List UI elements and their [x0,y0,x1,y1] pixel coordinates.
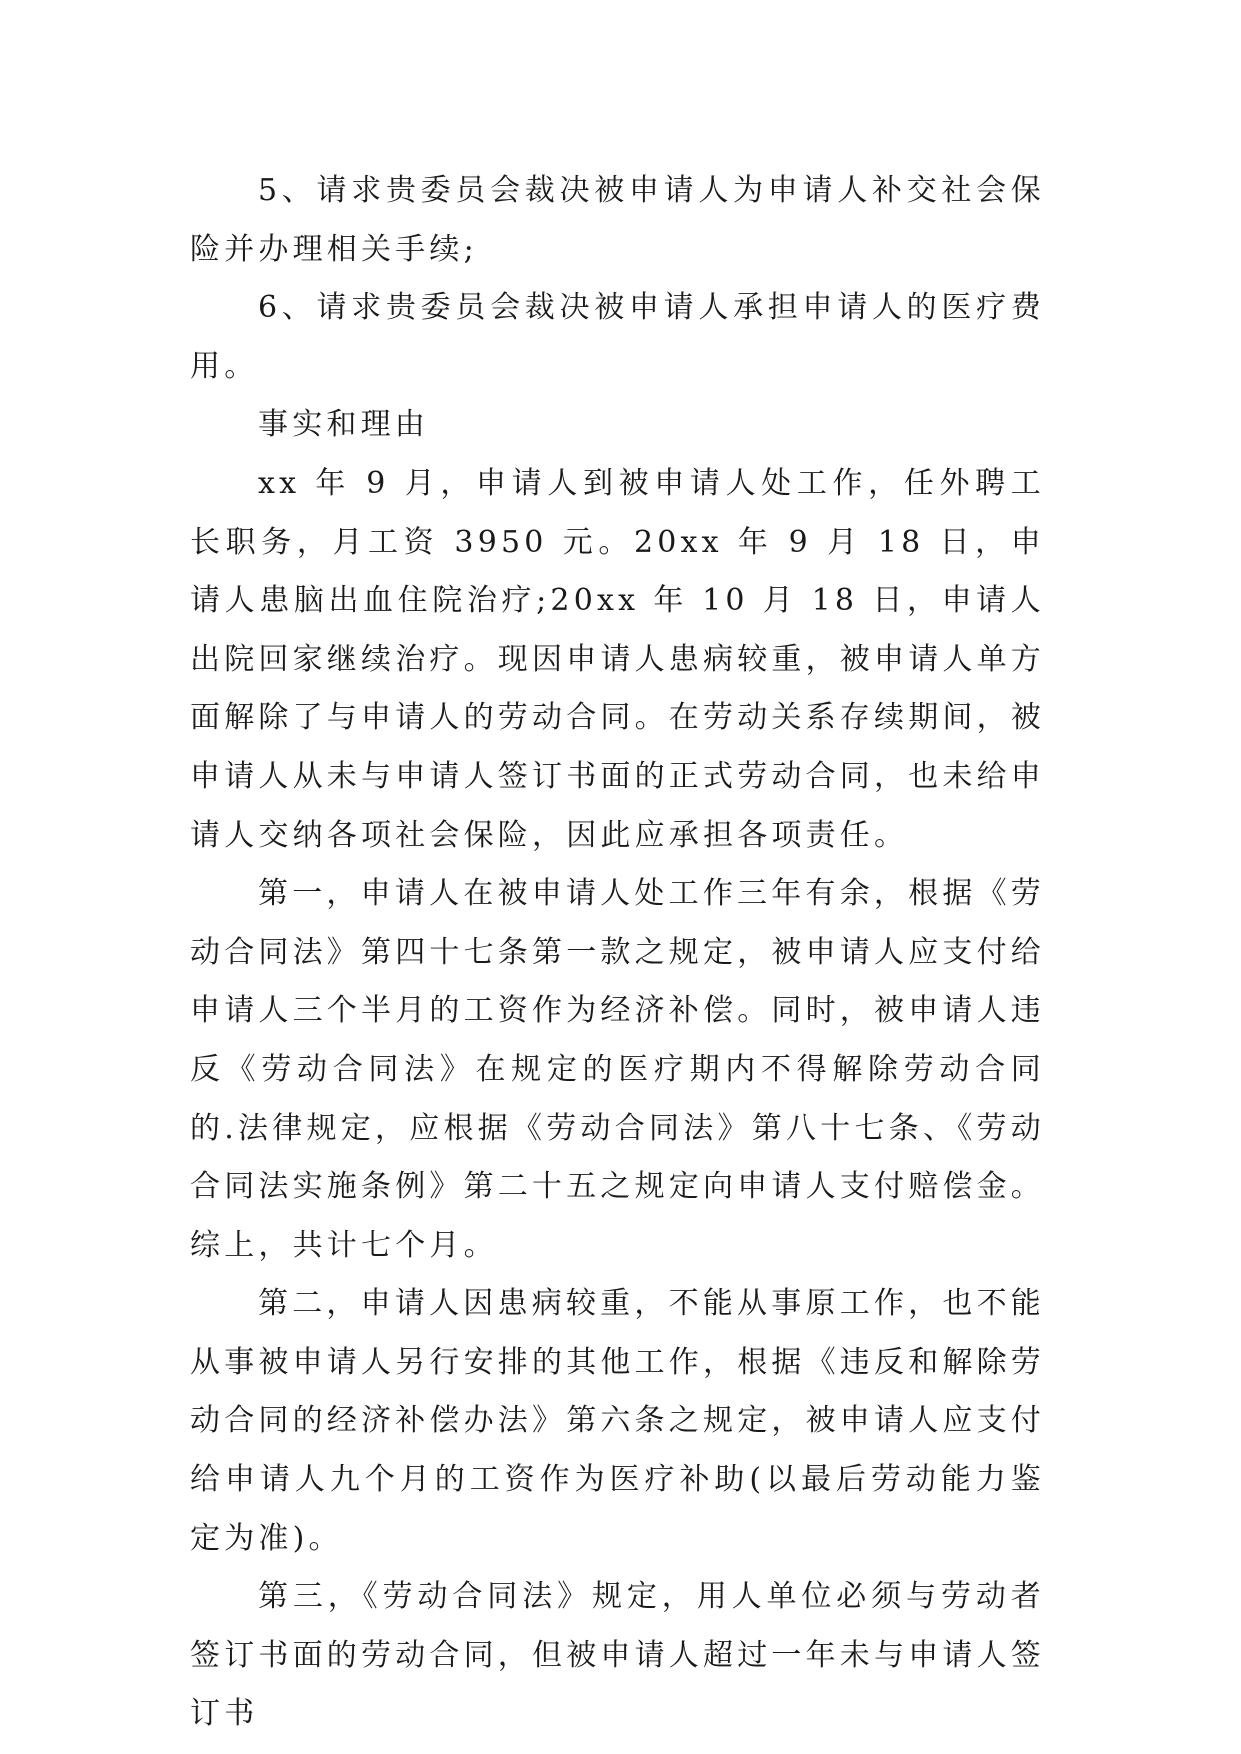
paragraph-request-5: 5、请求贵委员会裁决被申请人为申请人补交社会保险并办理相关手续; [190,173,1045,267]
paragraph-request-6: 6、请求贵委员会裁决被申请人承担申请人的医疗费用。 [190,290,1045,384]
paragraph-reason-first: 第一，申请人在被申请人处工作三年有余，根据《劳动合同法》第四十七条第一款之规定，被申请人应支付给申请人三个半月的工资作为经济补偿。同时，被申请人违反《劳动合同法》在规定的医疗期内不得解除劳动合同的.法律规定，应根据《劳动合同法》第八十七条、《劳动合同法实施条例》第二十五之规定向申请人支付赔偿金。综上，共计七个月。 [190,876,1045,1263]
document-body [190,162,1045,1744]
section-heading-facts-and-reasons: 事实和理由 [258,407,429,443]
paragraph-reason-second: 第二，申请人因患病较重，不能从事原工作，也不能从事被申请人另行安排的其他工作，根据《违反和解除劳动合同的经济补偿办法》第六条之规定，被申请人应支付给申请人九个月的工资作为医疗补助(以最后劳动能力鉴定为准)。 [190,1286,1045,1556]
paragraph-facts: xx 年 9 月，申请人到被申请人处工作，任外聘工长职务，月工资 3950 元。20xx 年 9 月 18 日，申请人患脑出血住院治疗;20xx 年 10 月 18 日，申请人出院回家继续治疗。现因申请人患病较重，被申请人单方面解除了与申请人的劳动合同。在劳动关系存续期间，被申请人从未与申请人签订书面的正式劳动合同，也未给申请人交纳各项社会保险，因此应承担各项责任。 [190,465,1045,853]
paragraph-reason-third: 第三，《劳动合同法》规定，用人单位必须与劳动者签订书面的劳动合同，但被申请人超过一年未与申请人签订书 [190,1579,1045,1732]
